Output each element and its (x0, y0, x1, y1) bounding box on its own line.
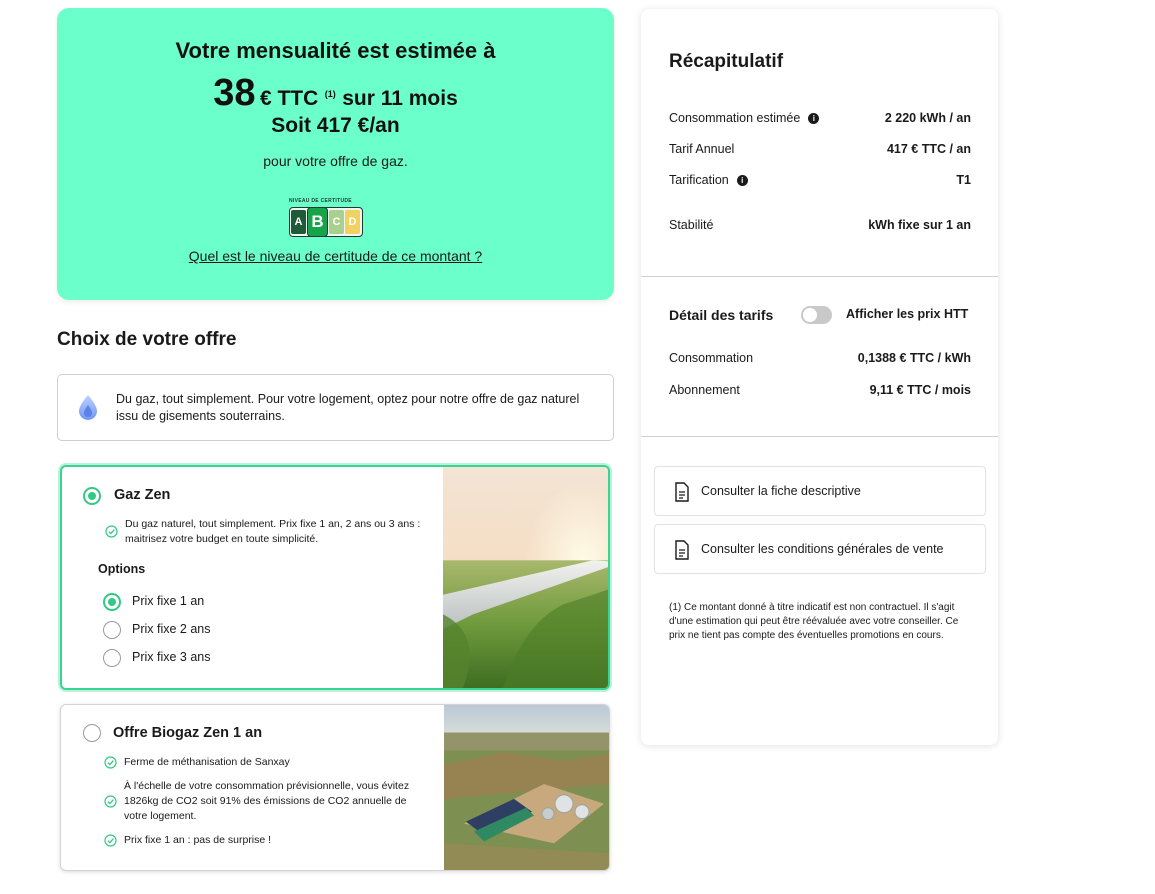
row-label-text: Tarification (669, 173, 729, 187)
summary-row-label (669, 111, 819, 125)
pipeline-field-image (443, 467, 608, 688)
summary-row-value: 2 220 kWh / an (884, 111, 971, 125)
check-icon (104, 795, 117, 808)
summary-title: Récapitulatif (669, 51, 784, 72)
offer-intro-box (57, 374, 614, 441)
methanisation-farm-image (444, 705, 609, 870)
product-sheet-button[interactable] (654, 466, 986, 516)
estimate-title: Votre mensualité est estimée à (175, 38, 496, 63)
offer-feature: Ferme de méthanisation de Sanxay (124, 756, 290, 768)
footnote-ref: (1) (324, 89, 336, 99)
certainty-level-badge (289, 198, 379, 238)
product-sheet-label: Consulter la fiche descriptive (701, 484, 861, 498)
summary-row-value: kWh fixe sur 1 an (868, 218, 971, 232)
estimate-duration: sur 11 mois (342, 87, 458, 110)
estimate-annual: Soit 417 €/an (271, 114, 400, 137)
certainty-level-title: NIVEAU DE CERTITUDE (289, 198, 352, 204)
summary-row-value: 417 € TTC / an (886, 142, 971, 156)
offer-feature: Du gaz naturel, tout simplement. Prix fixe 1 an, 2 ans ou 3 ans : maitrisez votre budget en toute simplicité. (125, 518, 421, 545)
terms-of-sale-label: Consulter les conditions générales de vente (701, 542, 944, 556)
htt-price-toggle[interactable] (801, 306, 832, 324)
option-radio-3-ans[interactable] (103, 649, 121, 667)
check-icon (105, 525, 118, 538)
detail-row-label: Consommation (669, 351, 754, 365)
document-icon (674, 540, 690, 560)
offer-radio-gaz-zen[interactable] (83, 487, 101, 505)
certainty-level-c: C (329, 210, 344, 234)
info-icon[interactable]: i (737, 175, 748, 186)
document-icon (674, 482, 690, 502)
htt-price-toggle-label[interactable]: Afficher les prix HTT (846, 307, 969, 321)
offer-card-biogaz-zen[interactable] (60, 704, 610, 871)
offer-intro-text: Du gaz, tout simplement. Pour votre logement, optez pour notre offre de gaz naturel issu de gisements souterrains. (116, 392, 580, 423)
detail-row-value: 0,1388 € TTC / kWh (857, 351, 971, 365)
option-label-3-ans[interactable]: Prix fixe 3 ans (132, 650, 211, 664)
summary-divider (641, 276, 998, 277)
summary-row-label: Stabilité (669, 218, 714, 232)
offer-name: Gaz Zen (114, 487, 171, 503)
certainty-info-link[interactable]: Quel est le niveau de certitude de ce montant ? (188, 248, 483, 264)
info-icon[interactable]: i (808, 113, 819, 124)
estimate-card (57, 8, 614, 300)
detail-row-label: Abonnement (669, 383, 740, 397)
offer-card-gaz-zen[interactable] (60, 465, 610, 690)
row-label-text: Consommation estimée (669, 111, 801, 125)
summary-row-value: T1 (956, 173, 971, 187)
estimate-amount-line (57, 72, 614, 115)
options-title: Options (98, 562, 146, 576)
estimate-unit: € TTC (259, 87, 319, 110)
check-icon (104, 834, 117, 847)
offers-section-title: Choix de votre offre (57, 329, 237, 350)
estimate-offer-type: pour votre offre de gaz. (263, 153, 408, 169)
estimate-amount: 38 (213, 72, 256, 114)
check-icon (104, 756, 117, 769)
detail-row-value: 9,11 € TTC / mois (869, 383, 971, 397)
certainty-level-a: A (291, 210, 306, 234)
pricing-footnote: (1) Ce montant donné à titre indicatif est non contractuel. Il s'agit d'une estimation qui peut être réévaluée avec votre conseiller. Ce prix ne tient pas compte des éventuelles promotions en cours. (669, 602, 959, 641)
option-label-1-an[interactable]: Prix fixe 1 an (132, 594, 205, 608)
summary-panel (641, 9, 998, 745)
offer-name: Offre Biogaz Zen 1 an (113, 725, 263, 741)
tariff-detail-title: Détail des tarifs (669, 307, 774, 323)
certainty-level-b: B (307, 207, 328, 237)
option-label-2-ans[interactable]: Prix fixe 2 ans (132, 622, 211, 636)
summary-divider (641, 436, 998, 437)
option-radio-1-an[interactable] (103, 593, 121, 611)
offer-feature: À l'échelle de votre consommation prévisionnelle, vous évitez 1826kg de CO2 soit 91% des émissions de CO2 annuelle de votre logement. (124, 780, 410, 822)
summary-row-label (669, 173, 748, 187)
gas-drop-icon (76, 393, 100, 421)
offer-feature: Prix fixe 1 an : pas de surprise ! (124, 834, 272, 846)
terms-of-sale-button[interactable] (654, 524, 986, 574)
certainty-level-d: D (345, 210, 360, 234)
summary-row-label: Tarif Annuel (669, 142, 735, 156)
offer-radio-biogaz-zen[interactable] (83, 724, 101, 742)
option-radio-2-ans[interactable] (103, 621, 121, 639)
certainty-level-scale (289, 207, 363, 237)
